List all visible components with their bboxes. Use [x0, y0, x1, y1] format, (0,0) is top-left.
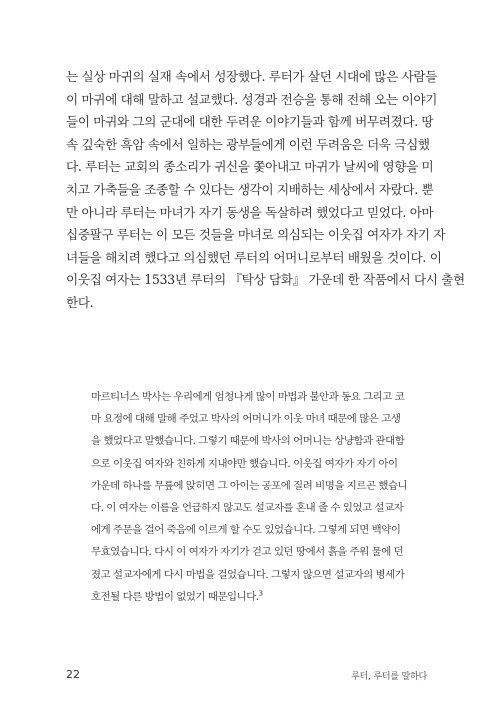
- quote-line: 가운데 하나를 무릎에 앉히면 그 아이는 공포에 질려 비명을 지르곤 했습니: [91, 479, 408, 492]
- block-quote: [91, 386, 427, 608]
- quote-line-last: [91, 586, 427, 608]
- body-line: 이 마귀에 대해 말하고 설교했다. 성경과 전승을 통해 전해 오는 이야기: [66, 91, 438, 107]
- body-paragraph: [66, 66, 465, 315]
- body-line: 십중팔구 루터는 이 모든 것들을 마녀로 의심되는 이웃집 여자가 자기 자: [66, 227, 446, 243]
- page-number: 22: [66, 668, 80, 681]
- body-line: 치고 가축들을 조종할 수 있다는 생각이 지배하는 세상에서 자랐다. 뿐: [66, 181, 434, 197]
- quote-line-text: 호전될 다른 방법이 없었기 때문입니다.: [91, 590, 259, 603]
- running-head: 루터, 루터를 말하다: [351, 672, 427, 682]
- body-line: 다. 루터는 교회의 종소리가 귀신을 쫓아내고 마귀가 날씨에 영향을 미: [66, 159, 434, 175]
- quote-line: 졌고 설교자에게 다시 마법을 걸었습니다. 그렇지 않으면 설교자의 병세가: [91, 568, 405, 581]
- body-line: 한다.: [66, 294, 94, 310]
- quote-line: 다. 이 여자는 이름을 언급하지 않고도 설교자를 혼내 줄 수 있었고 설교자: [91, 502, 404, 515]
- footnote-marker[interactable]: 3: [258, 589, 263, 598]
- body-line: 는 실상 마귀의 실재 속에서 성장했다. 루터가 살던 시대에 많은 사람들: [66, 69, 438, 84]
- quote-line: 으로 이웃집 여자와 친하게 지내야만 했습니다. 이웃집 여자가 자기 아이: [91, 457, 398, 470]
- body-line: 녀들을 해치려 했다고 의심했던 루터의 어머니로부터 배웠을 것이다. 이: [66, 249, 442, 265]
- quote-line: 무효였습니다. 다시 이 여자가 자기가 걷고 있던 땅에서 흙을 주워 물에 던: [91, 546, 404, 559]
- body-line: 들이 마귀와 그의 군대에 대한 두려운 이야기들과 함께 버무려졌다. 땅: [66, 114, 434, 130]
- body-line: 속 깊숙한 흑암 속에서 일하는 광부들에게 이런 두려움은 더욱 극심했: [66, 136, 430, 152]
- quote-line: 마 요정에 대해 말해 주었고 박사의 어머니가 이웃 마녀 때문에 많은 고생: [91, 413, 401, 426]
- quote-line: 을 했었다고 말했습니다. 그렇기 때문에 박사의 어머니는 상냥함과 관대함: [91, 435, 405, 448]
- body-line: 만 아니라 루터는 마녀가 자기 동생을 독살하려 했었다고 믿었다. 아마: [66, 204, 434, 220]
- quote-line: 에게 주문을 걸어 죽음에 이르게 할 수도 있었습니다. 그렇게 되면 백약이: [91, 524, 401, 537]
- quote-line: 마르티너스 박사는 우리에게 엄청나게 많이 마법과 불안과 동요 그리고 코: [91, 391, 405, 403]
- body-line: 이웃집 여자는 1533년 루터의 『탁상 담화』 가운데 한 작품에서 다시 출현: [66, 272, 465, 288]
